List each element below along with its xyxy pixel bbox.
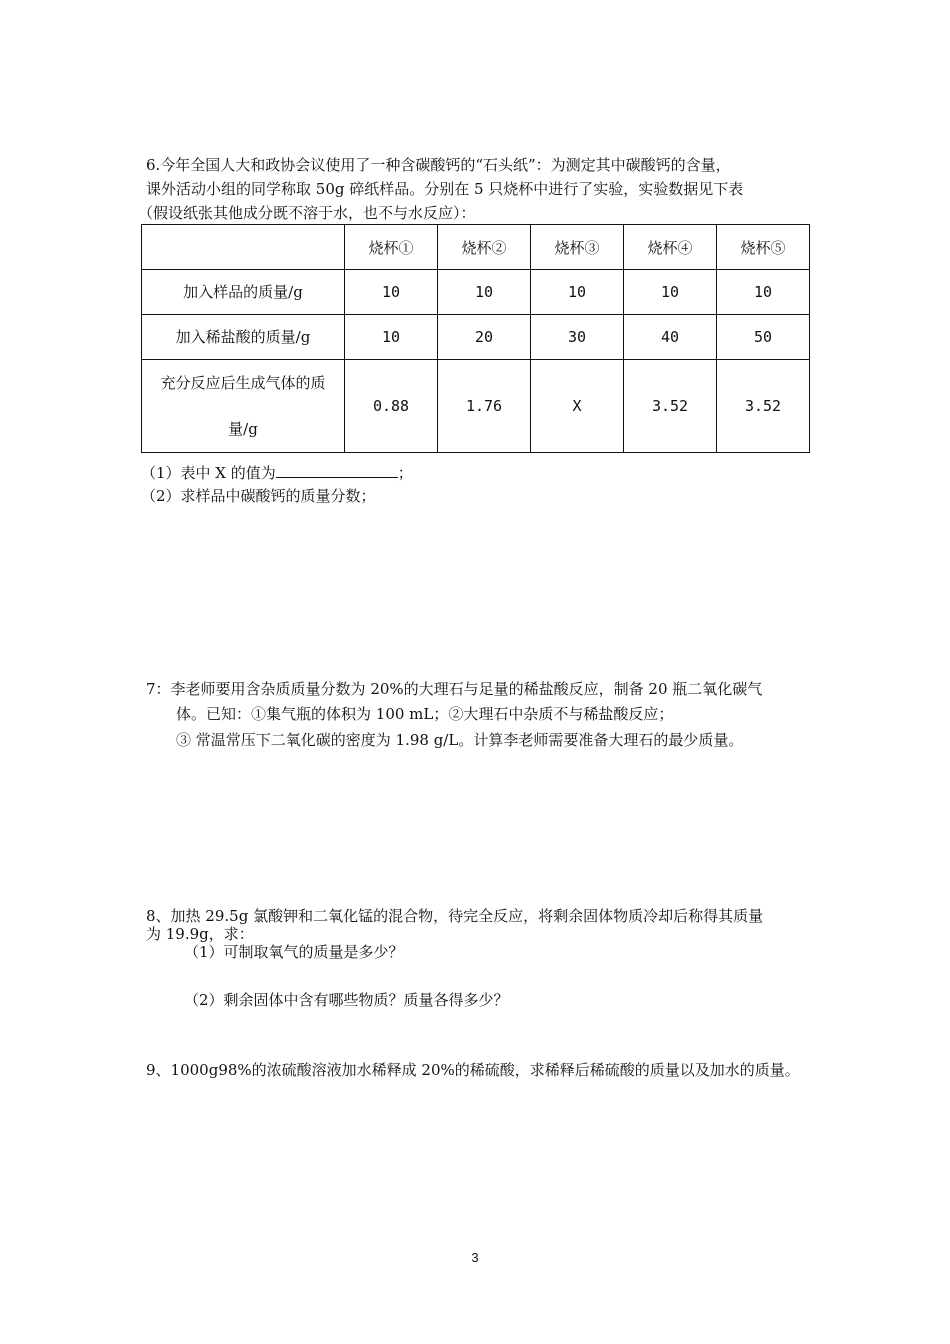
row-label-acid-mass: 加入稀盐酸的质量/g (142, 315, 345, 360)
table-cell: 0.88 (345, 360, 438, 453)
q7-line-1: 7：李老师要用含杂质质量分数为 20%的大理石与足量的稀盐酸反应，制备 20 瓶二氧化碳气 (146, 680, 763, 698)
q8-line-2: 为 19.9g，求： (146, 925, 254, 943)
table-cell: 50 (717, 315, 810, 360)
row-label-gas-mass (142, 360, 345, 453)
q6-line-1: 6.今年全国人大和政协会议使用了一种含碳酸钙的“石头纸”：为测定其中碳酸钙的含量， (146, 156, 731, 174)
table-cell: 10 (624, 270, 717, 315)
q6-sub1-suffix: ； (397, 464, 413, 482)
table-header-beaker-5: 烧杯⑤ (717, 225, 810, 270)
table-cell: 40 (624, 315, 717, 360)
q7-line-2: 体。已知：①集气瓶的体积为 100 mL；②大理石中杂质不与稀盐酸反应； (176, 705, 674, 723)
table-row (142, 270, 810, 315)
table-cell: 20 (438, 315, 531, 360)
table-row (142, 360, 810, 453)
table-row (142, 315, 810, 360)
table-cell: 10 (345, 270, 438, 315)
q6-line-2: 课外活动小组的同学称取 50g 碎纸样品。分别在 5 只烧杯中进行了实验，实验数据见下表 (146, 180, 744, 198)
answer-blank[interactable] (276, 461, 398, 478)
table-header-corner (142, 225, 345, 270)
table-cell: 10 (717, 270, 810, 315)
table-header-beaker-3: 烧杯③ (531, 225, 624, 270)
q6-line-3: （假设纸张其他成分既不溶于水，也不与水反应）： (138, 204, 476, 222)
q6-sub-question-2: （2）求样品中碳酸钙的质量分数； (141, 487, 376, 505)
table-cell: 30 (531, 315, 624, 360)
table-header-beaker-4: 烧杯④ (624, 225, 717, 270)
table-header-beaker-2: 烧杯② (438, 225, 531, 270)
row-label-gas-mass-line-2: 量/g (228, 420, 258, 438)
table-cell: 1.76 (438, 360, 531, 453)
q8-line-1: 8、加热 29.5g 氯酸钾和二氧化锰的混合物，待完全反应，将剩余固体物质冷却后称得其质量 (146, 907, 764, 925)
q9-line-1: 9、1000g98%的浓硫酸溶液加水稀释成 20%的稀硫酸，求稀释后稀硫酸的质量以及加水的质量。 (146, 1061, 800, 1079)
q6-sub-question-1 (141, 461, 413, 483)
q8-sub-question-2: （2）剩余固体中含有哪些物质？质量各得多少？ (184, 991, 509, 1009)
q8-sub-question-1: （1）可制取氧气的质量是多少？ (184, 943, 404, 961)
table-header-beaker-1: 烧杯① (345, 225, 438, 270)
experiment-table (141, 224, 810, 453)
row-label-sample-mass: 加入样品的质量/g (142, 270, 345, 315)
q6-sub1-prefix: （1）表中 X 的值为 (141, 464, 276, 482)
table-cell: 10 (438, 270, 531, 315)
table-cell: X (531, 360, 624, 453)
q7-line-3: ③ 常温常压下二氧化碳的密度为 1.98 g/L。计算李老师需要准备大理石的最少质量。 (176, 731, 744, 749)
table-cell: 3.52 (624, 360, 717, 453)
table-cell: 10 (345, 315, 438, 360)
table-cell: 3.52 (717, 360, 810, 453)
row-label-gas-mass-line-1: 充分反应后生成气体的质 (160, 374, 326, 392)
table-header-row (142, 225, 810, 270)
page-number: 3 (471, 1250, 479, 1265)
table-cell: 10 (531, 270, 624, 315)
